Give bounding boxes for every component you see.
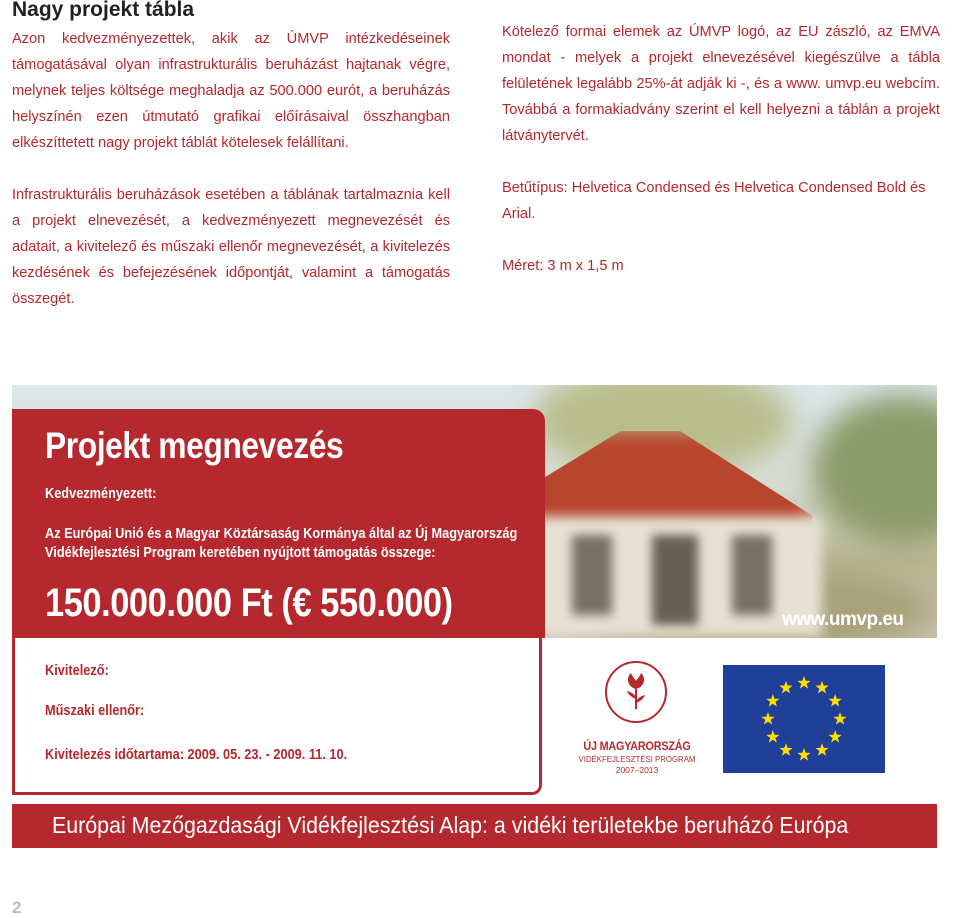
board-website: www.umvp.eu: [782, 609, 904, 630]
uj-magyarorszag-logo: [572, 661, 702, 781]
board-support-amount: 150.000.000 Ft (€ 550.000): [45, 581, 453, 625]
font-specification: Betűtípus: Helvetica Condensed és Helvetica Condensed Bold és Arial.: [502, 180, 926, 222]
eu-star-icon: [833, 712, 846, 725]
eu-star-icon: [829, 694, 842, 707]
eu-star-icon: [779, 681, 792, 694]
eu-flag-icon: [723, 665, 885, 773]
intro-paragraph: Azon kedvezményezettek, akik az ÚMVP intézkedéseinek támogatásával olyan infrastrukturális beruházást hajtanak végre, melynek teljes költsége meghaladja az 500.000 eurót, a beruházás helyszínén ezen útmutató grafikai előírásaival összhangban elkészíttetett nagy projekt táblát kötelesek felállítani.: [12, 31, 450, 151]
size-specification: Méret: 3 m x 1,5 m: [502, 258, 624, 274]
mandatory-elements-paragraph: Kötelező formai elemek az ÚMVP logó, az EU zászló, az EMVA mondat - melyek a projekt elnevezésével kiegészülve a tábla felületének legalább 25%-át adják ki -, és a www. umvp.eu webcím. Továbbá a formakiadvány szerint el kell helyezni a táblán a projekt látványtervét.: [502, 24, 940, 144]
sample-project-board: [12, 385, 937, 848]
board-project-title: Projekt megnevezés: [45, 425, 344, 466]
tulip-icon: [605, 661, 667, 723]
logo-subtitle: VIDÉKFEJLESZTÉSI PROGRAM: [578, 754, 696, 764]
eu-star-icon: [815, 681, 828, 694]
eu-star-icon: [761, 712, 774, 725]
board-footer-text: Európai Mezőgazdasági Vidékfejlesztési Alap: a vidéki területekbe beruházó Európa: [52, 812, 849, 838]
board-duration: Kivitelezés időtartama: 2009. 05. 23. - 2009. 11. 10.: [45, 747, 348, 763]
eu-star-icon: [815, 743, 828, 756]
eu-star-icon: [797, 676, 810, 689]
eu-star-icon: [766, 694, 779, 707]
page-number: 2: [12, 898, 22, 917]
board-footer-bar: [12, 804, 937, 848]
right-text-column: [502, 19, 940, 279]
board-support-line-1: Az Európai Unió és a Magyar Köztársaság Kormánya által az Új Magyarország: [45, 526, 518, 542]
board-support-line-2: Vidékfejlesztési Program keretében nyújtott támogatás összege:: [45, 545, 436, 561]
infrastructure-paragraph: Infrastrukturális beruházások esetében a táblának tartalmaznia kell a projekt elnevezését, a kedvezményezett megnevezését és adatait, a kivitelező és műszaki ellenőr megnevezését, a kivitelezés kezdésének és befejezésének időpontját, valamint a támogatás összegét.: [12, 187, 450, 307]
board-inspector-label: Műszaki ellenőr:: [45, 703, 145, 719]
eu-star-icon: [779, 743, 792, 756]
eu-star-icon: [766, 730, 779, 743]
left-text-column: [12, 26, 450, 312]
page-heading: Nagy projekt tábla: [12, 0, 195, 21]
board-beneficiary-label: Kedvezményezett:: [45, 486, 157, 502]
eu-star-icon: [829, 730, 842, 743]
board-contractor-label: Kivitelező:: [45, 663, 109, 679]
eu-star-icon: [797, 748, 810, 761]
logo-years: 2007–2013: [615, 765, 659, 775]
logo-name: ÚJ MAGYARORSZÁG: [583, 739, 691, 753]
